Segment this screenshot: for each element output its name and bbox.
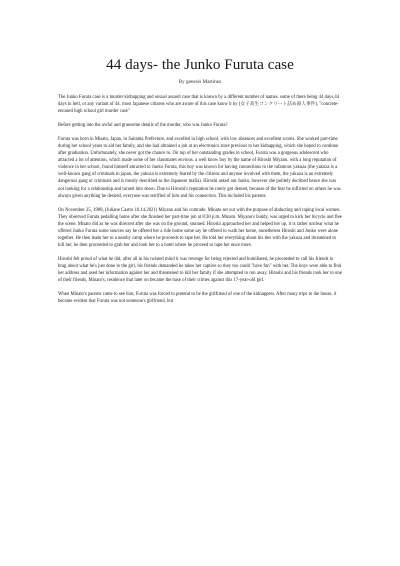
paragraph-intro: The Junko Furuta case is a murder kidnapping and sexual assault case that is known by a different number of names. some of there being 44 days,44 days in hell, or any variant of 44. most Japanese citizens who are aware of this case know it by (女子高生コンクリート詰め殺人事件), "concrete-encased high school girl murder case": [58, 95, 340, 115]
paragraph-background: Furuta was born in Misato, Japan, in Saitama Prefecture, and excelled in high school, with low absences and excellent scores. She worked part-time during her school years to aid her family, and she had obtained a job at an electronics store previous to her kidnapping, which she hoped to continue after graduation. Unfortunately, she never got the chance to. On top of her outstanding grades in school, Furuta was a gorgeous adolescent who attracted a lot of attention, which made some of her classmates envious. a well know boy by the name of Hiroshi Miyano. with a long reputation of violence in her school, found himself attracted to Junko Furuta, this boy was known for having connections to the infamous yakuza (the yakuza is a well-known gang of criminals in japan, the yakuza is extremely feared by the citizens and anyone involved with them, the yakuza is an extremely dangerous gang or criminals and is mostly described as the Japanese mafia). Hiroshi asked out Junko, however she politely declined hence she was not looking for a relationship and turned him down. Due to Hiroshi's reputation he rarely got denied, because of the fear he inflicted on others he was always given anything he desired, everyone was terrified of him and his connection. This included his parents.: [58, 137, 341, 199]
document-author: By genesis Martinez: [178, 79, 222, 85]
document-title: 44 days- the Junko Furuta case: [106, 56, 294, 73]
paragraph-question: Before getting into the awful and gruesome details of the murder, who was Junko Furuta?: [58, 123, 228, 129]
paragraph-captivity: Hiroshi felt proud of what he did, after all in his twisted mind it was revenge for being rejected and humiliated, he proceeded to call his friends to brag about what he's just done to the girl, his friends demanded he takes her captive so they too could "have fun" with her. The boys were able to find her address and used her information against her and threatened to kill her family if she attempted to run away. Hiroshi and his friends took her to one of their friends, Minato's, residence that later on became the base of their crimes against this 17-year-old girl.: [58, 256, 342, 284]
paragraph-abduction: On November 25, 1988, (Juliane Castro 10.14.2021) Miyano and his comrade, Minato set out with the purpose of abducting and raping local women. They observed Furuta pedalling home after she finished her part-time job at 8:30 p.m. Minato. Miyano's buddy, was urged to kick her bicycle and flee the scene. Misato did as he was directed after she was on the ground, stunned. Hiroshi approached her and helped her up. it is rather unclear what he offered Junko Furuta some sources say he offered her a ride home some say he offered to walk her home, nonetheless Hiroshi and Junko were alone together. He then leads her to a nearby camp where he proceeds to rape her. He told her everything about his ties with the yakuza and threatened to kill her, he then proceeded to grab her and took her to a hotel where he proceed to rape her once more.: [58, 207, 342, 248]
paragraph-parents: When Minato's parents came to see him, Furuta was forced to pretend to be the girlfriend of one of the kidnappers. After many trips to the house, it became evident that Furuta was not someone's girlfriend, but: [58, 292, 337, 305]
